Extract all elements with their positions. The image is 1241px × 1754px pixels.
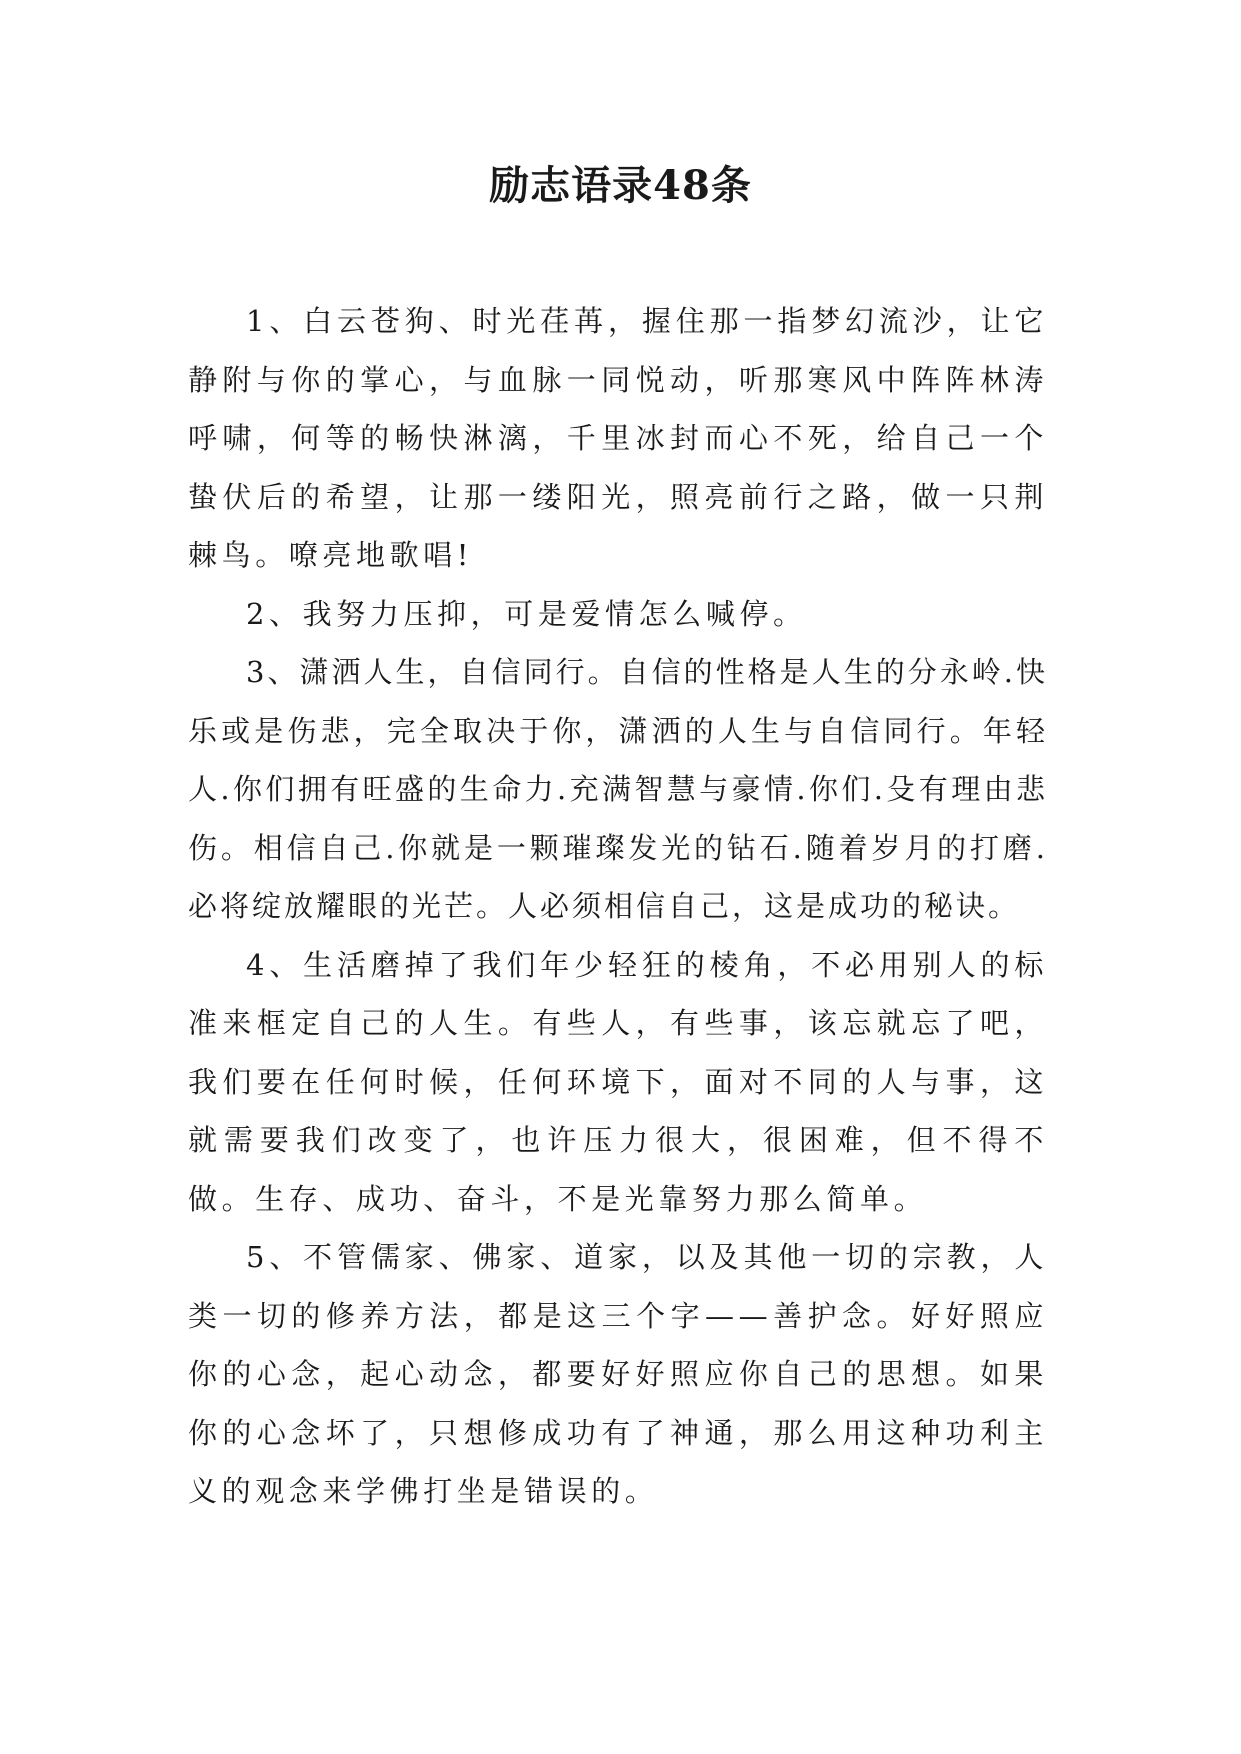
document-body — [188, 292, 1048, 1521]
document-title: 励志语录48条 — [489, 162, 752, 209]
paragraph-3: 3、潇洒人生，自信同行。自信的性格是人生的分永岭.快乐或是伤悲，完全取决于你，潇洒的人生与自信同行。年轻人.你们拥有旺盛的生命力.充满智慧与豪情.你们.殳有理由悲伤。相信自己.你就是一颗璀璨发光的钻石.随着岁月的打磨.必将绽放耀眼的光芒。人必须相信自己，这是成功的秘诀。 — [188, 655, 1048, 923]
paragraph-2: 2、我努力压抑，可是爱情怎么喊停。 — [246, 596, 807, 631]
paragraph-1: 1、白云苍狗、时光荏苒，握住那一指梦幻流沙，让它静附与你的掌心，与血脉一同悦动，听那寒风中阵阵林涛呼啸，何等的畅快淋漓，千里冰封而心不死，给自己一个蛰伏后的希望，让那一缕阳光，照亮前行之路，做一只荆棘鸟。嘹亮地歌唱! — [188, 304, 1048, 572]
paragraph-4: 4、生活磨掉了我们年少轻狂的棱角，不必用别人的标准来框定自己的人生。有些人，有些事，该忘就忘了吧，我们要在任何时候，任何环境下，面对不同的人与事，这就需要我们改变了，也许压力很大，很困难，但不得不做。生存、成功、奋斗，不是光靠努力那么简单。 — [188, 947, 1048, 1216]
paragraph-5: 5、不管儒家、佛家、道家，以及其他一切的宗教，人类一切的修养方法，都是这三个字——善护念。好好照应你的心念，起心动念，都要好好照应你自己的思想。如果你的心念坏了，只想修成功有了神通，那么用这种功利主义的观念来学佛打坐是错误的。 — [188, 1240, 1048, 1508]
